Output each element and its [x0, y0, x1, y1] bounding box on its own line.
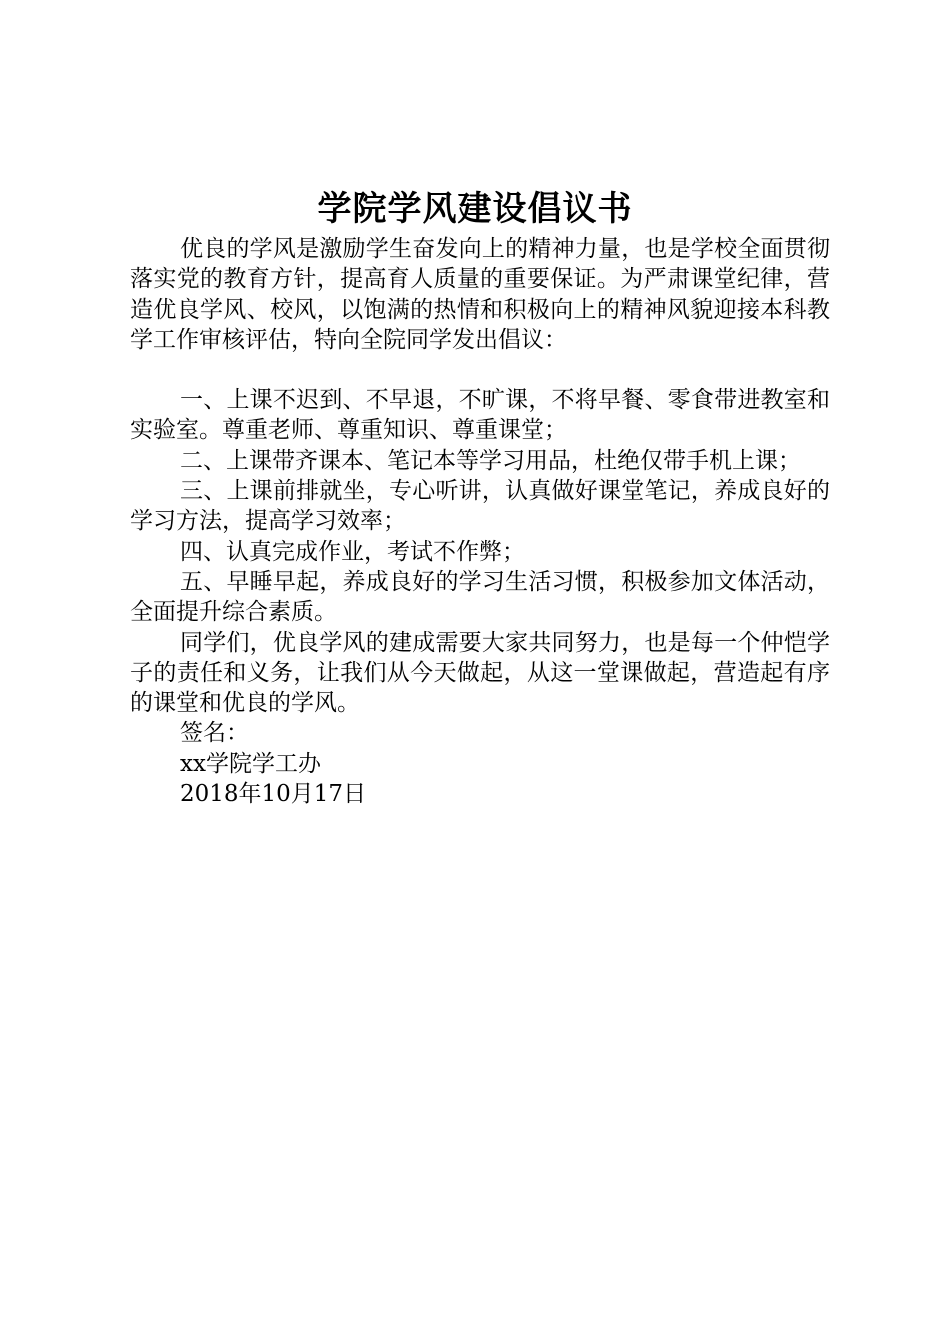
document-title: 学院学风建设倡议书 — [317, 189, 633, 229]
issue-date: 2018年10月17日 — [180, 781, 367, 808]
intro-paragraph: 优良的学风是激励学生奋发向上的精神力量，也是学校全面贯彻落实党的教育方针，提高育人质量的重要保证。为严肃课堂纪律，营造优良学风、校风，以饱满的热情和积极向上的精神风貌迎接本科教学工作审核评估，特向全院同学发出倡议： — [130, 236, 830, 353]
proposal-item-2: 二、上课带齐课本、笔记本等学习用品，杜绝仅带手机上课； — [180, 447, 801, 474]
document-body — [130, 234, 830, 809]
proposal-item-5: 五、早睡早起，养成良好的学习生活习惯，积极参加文体活动，全面提升综合素质。 — [130, 568, 830, 626]
issuing-organization: xx学院学工办 — [180, 750, 321, 777]
proposal-item-1: 一、上课不迟到、不早退，不旷课，不将早餐、零食带进教室和实验室。尊重老师、尊重知识、尊重课堂； — [130, 387, 830, 444]
signature-label: 签名： — [180, 720, 249, 747]
paragraph-gap — [130, 355, 830, 385]
closing-paragraph: 同学们，优良学风的建成需要大家共同努力，也是每一个仲恺学子的责任和义务，让我们从今天做起，从这一堂课做起，营造起有序的课堂和优良的学风。 — [130, 629, 830, 717]
proposal-item-4: 四、认真完成作业，考试不作弊； — [180, 538, 525, 565]
proposal-item-3: 三、上课前排就坐，专心听讲，认真做好课堂笔记，养成良好的学习方法，提高学习效率； — [130, 478, 830, 535]
